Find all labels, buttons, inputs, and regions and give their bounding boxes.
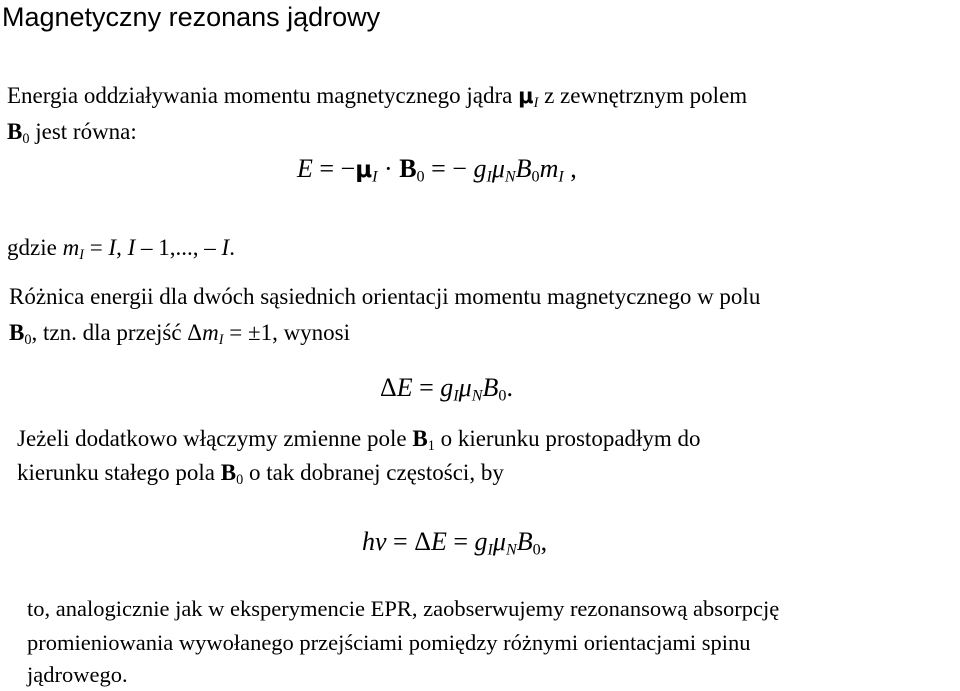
- where-prefix: gdzie: [7, 235, 63, 260]
- eq-symbol: μ: [491, 154, 505, 183]
- eq-symbol: m: [62, 235, 80, 260]
- diff-line-1: Różnica energii dla dwóch sąsiednich orientacji momentu magnetycznego w polu: [9, 284, 761, 309]
- subscript: 0: [498, 387, 507, 405]
- diff-text: , tzn. dla przejść: [31, 320, 188, 345]
- separator: ,: [116, 235, 128, 260]
- subscript: 0: [531, 168, 540, 186]
- mu-symbol: μ: [355, 157, 373, 183]
- subscript: N: [504, 168, 516, 186]
- subscript: 0: [532, 541, 541, 559]
- eq-symbol: I: [127, 235, 136, 260]
- eq-operator: =: [386, 527, 415, 556]
- eq-symbol: g: [473, 154, 487, 183]
- delta-symbol: Δ: [187, 320, 203, 345]
- b1-line-1: [17, 423, 701, 455]
- subscript: I: [486, 168, 492, 186]
- equation-resonance: [362, 525, 547, 559]
- intro-tail-2: jest równa:: [29, 119, 137, 144]
- subscript: 0: [416, 168, 425, 186]
- intro-tail: z zewnętrznym polem: [538, 83, 748, 108]
- conclusion-line-3: jądrowego.: [27, 662, 128, 687]
- eq-operator: ·: [377, 154, 400, 183]
- field-symbol: B: [9, 320, 25, 345]
- page-title: Magnetyczny rezonans jądrowy: [2, 2, 381, 32]
- eq-symbol: E: [396, 373, 413, 402]
- field-symbol: B: [220, 460, 237, 485]
- subscript: I: [558, 168, 564, 186]
- eq-symbol: E: [297, 154, 313, 183]
- eq-operator: = −: [424, 154, 474, 183]
- eq-symbol: g: [474, 527, 488, 556]
- eq-operator: =: [412, 373, 441, 402]
- subscript: N: [505, 541, 517, 559]
- eq-operator: ,: [540, 527, 548, 556]
- delta-symbol: Δ: [380, 373, 397, 402]
- b1-text: o kierunku prostopadłym do: [434, 426, 701, 451]
- subscript: N: [471, 387, 483, 405]
- subscript: 1: [427, 437, 435, 454]
- eq-symbol: I: [221, 235, 230, 260]
- b1-line-2: [17, 457, 504, 489]
- subscript: I: [372, 168, 378, 186]
- subscript: I: [533, 94, 539, 111]
- mu-symbol: μ: [518, 84, 534, 108]
- subscript: 0: [236, 471, 244, 488]
- field-symbol: B: [412, 426, 428, 451]
- field-symbol: B: [7, 119, 23, 144]
- eq-symbol: B: [516, 527, 533, 556]
- equation-energy: [297, 152, 577, 187]
- subscript: 0: [24, 331, 32, 348]
- eq-symbol: m: [202, 320, 219, 345]
- eq-symbol: hv: [362, 527, 387, 556]
- b1-text: Jeżeli dodatkowo włączymy zmienne pole: [17, 426, 413, 451]
- conclusion-line-2: promieniowania wywołanego przejściami pomiędzy różnymi orientacjami spinu: [27, 630, 751, 655]
- intro-line-1: [7, 80, 747, 112]
- separator: .: [229, 235, 235, 260]
- eq-symbol: μ: [492, 527, 506, 556]
- subscript: I: [487, 541, 493, 559]
- subscript: I: [79, 246, 84, 263]
- subscript: I: [218, 331, 224, 348]
- eq-operator: =: [83, 235, 109, 260]
- eq-symbol: B: [515, 154, 532, 183]
- eq-operator: = −: [312, 154, 356, 183]
- where-line: [7, 232, 235, 264]
- eq-symbol: μ: [458, 373, 472, 402]
- eq-symbol: I: [108, 235, 117, 260]
- conclusion-line-1: to, analogicznie jak w eksperymencie EPR, zaobserwujemy rezonansową absorpcję: [27, 596, 780, 621]
- diff-line-2: [9, 317, 350, 349]
- eq-operator: =: [446, 527, 475, 556]
- eq-symbol: g: [440, 373, 454, 402]
- eq-operator: ,: [563, 154, 577, 183]
- where-rest: – 1,..., –: [135, 235, 222, 260]
- equation-delta-e: [380, 371, 513, 405]
- field-symbol: B: [399, 154, 417, 183]
- subscript: 0: [22, 130, 30, 147]
- intro-line-2: [7, 116, 137, 148]
- b1-text: o tak dobranej częstości, by: [243, 460, 504, 485]
- eq-symbol: E: [430, 527, 447, 556]
- diff-tail: = ±1, wynosi: [223, 320, 351, 345]
- subscript: I: [453, 387, 459, 405]
- eq-symbol: m: [539, 154, 559, 183]
- b1-text: kierunku stałego pola: [17, 460, 221, 485]
- eq-symbol: B: [482, 373, 499, 402]
- intro-text: Energia oddziaływania momentu magnetycznego jądra: [7, 83, 519, 108]
- eq-operator: .: [506, 373, 513, 402]
- delta-symbol: Δ: [414, 527, 431, 556]
